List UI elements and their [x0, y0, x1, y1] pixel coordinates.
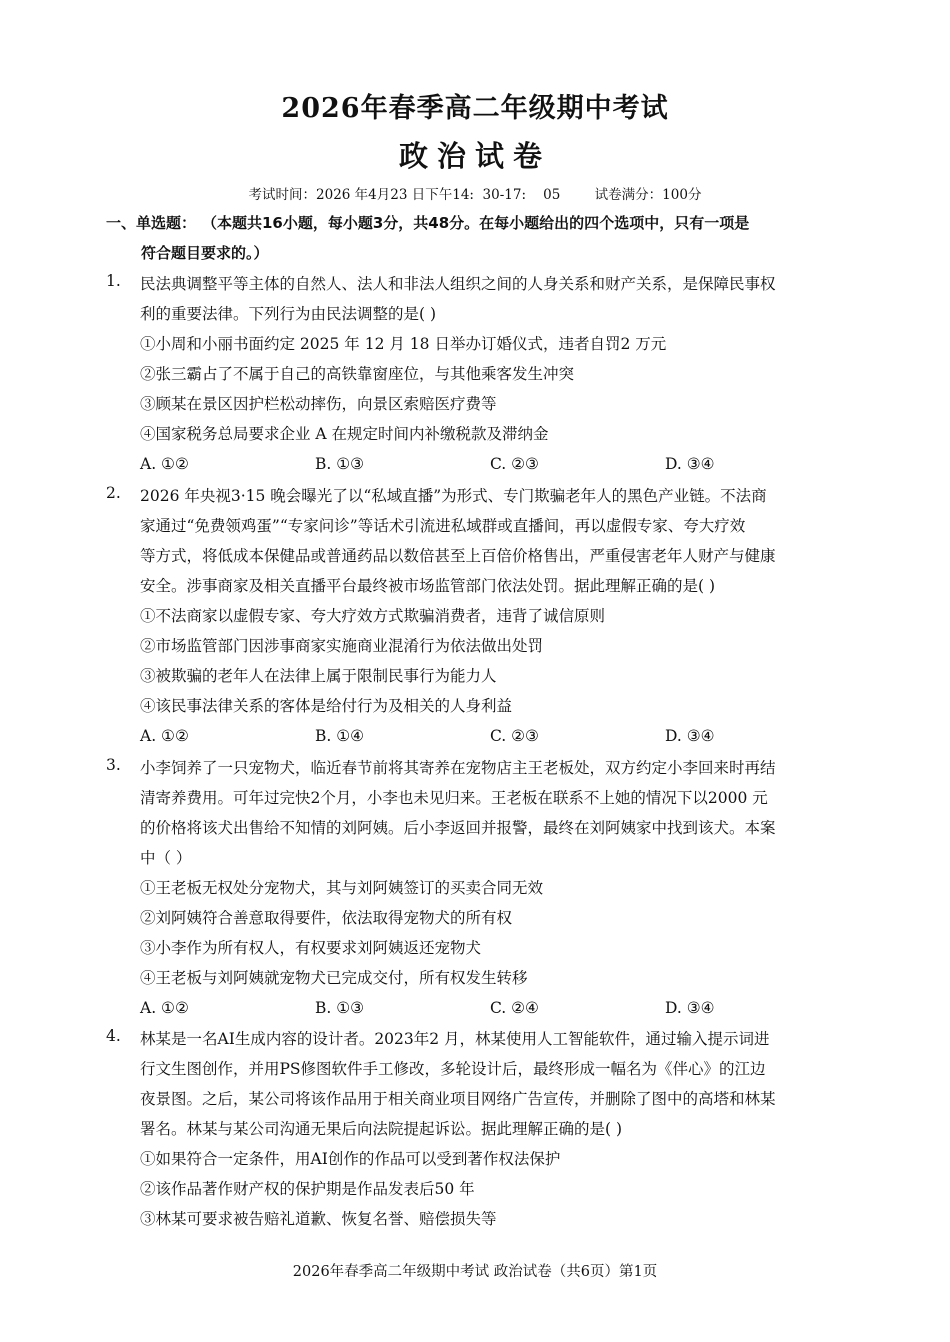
statement-item: ④王老板与刘阿姨就宠物犬已完成交付，所有权发生转移 — [140, 969, 528, 987]
stem-line: 家通过“免费领鸡蛋”“专家问诊”等话术引流进私域群或直播间，再以虚假专家、夸大疗效 — [140, 517, 746, 535]
option-a[interactable]: A. ①② — [140, 455, 189, 473]
exam-meta: 考试时间：2026 年4月23 日下午14: 30-17: 05 试卷满分：100分 — [248, 187, 702, 203]
stem-line: 利的重要法律。下列行为由民法调整的是( ) — [140, 305, 437, 323]
statement-item: ①王老板无权处分宠物犬，其与刘阿姨签订的买卖合同无效 — [140, 879, 544, 897]
option-a[interactable]: A. ①② — [140, 999, 189, 1017]
statement-item: ②该作品著作财产权的保护期是作品发表后50 年 — [140, 1180, 475, 1198]
option-c[interactable]: C. ②③ — [490, 727, 539, 745]
option-b[interactable]: B. ①④ — [315, 727, 365, 745]
option-d[interactable]: D. ③④ — [665, 455, 715, 473]
option-b[interactable]: B. ①③ — [315, 455, 365, 473]
statement-item: ②刘阿姨符合善意取得要件，依法取得宠物犬的所有权 — [140, 909, 513, 927]
stem-line: 民法典调整平等主体的自然人、法人和非法人组织之间的人身关系和财产关系，是保障民事权 — [140, 275, 776, 293]
stem-line: 清寄养费用。可年过完快2个月，小李也未见归来。王老板在联系不上她的情况下以2000 元 — [140, 789, 768, 807]
page-footer: 2026年春季高二年级期中考试 政治试卷（共6页）第1页 — [292, 1264, 658, 1280]
section-instructions-line1: （本题共16小题，每小题3分，共48分。在每小题给出的四个选项中，只有一项是 — [202, 214, 750, 232]
statement-item: ②市场监管部门因涉事商家实施商业混淆行为依法做出处罚 — [140, 637, 544, 655]
question-number: 4. — [106, 1027, 121, 1045]
stem-line: 的价格将该犬出售给不知情的刘阿姨。后小李返回并报警，最终在刘阿姨家中找到该犬。本案 — [140, 819, 776, 837]
section-label: 一、单选题： — [106, 214, 197, 232]
option-d[interactable]: D. ③④ — [665, 999, 715, 1017]
statement-item: ③被欺骗的老年人在法律上属于限制民事行为能力人 — [140, 667, 497, 685]
statement-item: ③小李作为所有权人，有权要求刘阿姨返还宠物犬 — [140, 939, 482, 957]
stem-line: 2026 年央视3·15 晚会曝光了以“私域直播”为形式、专门欺骗老年人的黑色产业链。不法商 — [140, 487, 767, 505]
statement-item: ②张三霸占了不属于自己的高铁靠窗座位，与其他乘客发生冲突 — [140, 365, 575, 383]
question-number: 1. — [106, 272, 121, 290]
statement-item: ③顾某在景区因护栏松动摔伤，向景区索赔医疗费等 — [140, 395, 497, 413]
question-number: 2. — [106, 484, 121, 502]
option-d[interactable]: D. ③④ — [665, 727, 715, 745]
exam-title: 2026年春季高二年级期中考试 — [281, 93, 669, 124]
section-instructions-line2: 符合题目要求的。） — [141, 244, 269, 262]
option-c[interactable]: C. ②③ — [490, 455, 539, 473]
stem-line: 等方式，将低成本保健品或普通药品以数倍甚至上百倍价格售出，严重侵害老年人财产与健康 — [140, 547, 776, 565]
stem-line: 夜景图。之后，某公司将该作品用于相关商业项目网络广告宣传，并删除了图中的高塔和林某 — [140, 1090, 776, 1108]
question-number: 3. — [106, 756, 121, 774]
statement-item: ①不法商家以虚假专家、夸大疗效方式欺骗消费者，违背了诚信原则 — [140, 607, 606, 625]
subject-title: 政治试卷 — [398, 139, 551, 173]
option-c[interactable]: C. ②④ — [490, 999, 539, 1017]
stem-line: 林某是一名AI生成内容的设计者。2023年2 月，林某使用人工智能软件，通过输入提示词进 — [140, 1030, 770, 1048]
stem-line: 小李饲养了一只宠物犬，临近春节前将其寄养在宠物店主王老板处，双方约定小李回来时再结 — [140, 759, 776, 777]
option-a[interactable]: A. ①② — [140, 727, 189, 745]
statement-item: ④国家税务总局要求企业 A 在规定时间内补缴税款及滞纳金 — [140, 425, 549, 443]
stem-line: 行文生图创作，并用PS修图软件手工修改，多轮设计后，最终形成一幅名为《伴心》的江边 — [140, 1060, 766, 1078]
statement-item: ①小周和小丽书面约定 2025 年 12 月 18 日举办订婚仪式，违者自罚2 万元 — [140, 335, 667, 353]
statement-item: ①如果符合一定条件，用AI创作的作品可以受到著作权法保护 — [140, 1150, 561, 1168]
statement-item: ③林某可要求被告赔礼道歉、恢复名誉、赔偿损失等 — [140, 1210, 497, 1228]
statement-item: ④该民事法律关系的客体是给付行为及相关的人身利益 — [140, 697, 513, 715]
stem-line: 署名。林某与某公司沟通无果后向法院提起诉讼。据此理解正确的是( ) — [140, 1120, 623, 1138]
stem-line: 中（ ） — [140, 849, 192, 867]
stem-line: 安全。涉事商家及相关直播平台最终被市场监管部门依法处罚。据此理解正确的是( ) — [140, 577, 716, 595]
option-b[interactable]: B. ①③ — [315, 999, 365, 1017]
